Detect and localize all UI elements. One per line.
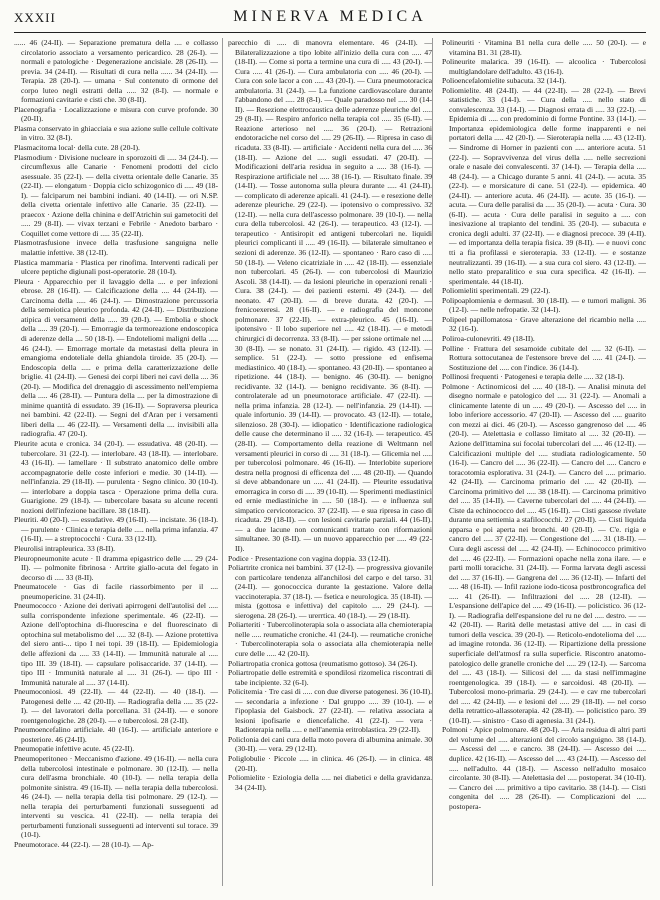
index-entry: Plasma conservato in ghiacciaia e sua azione sulle cellule coltivate in vitro. 32 (8-I).: [14, 123, 218, 143]
index-entry: Policitemia · Tre casi di ..... con due diverse patogenesi. 36 (10-II). — secondaria a infezione · Dal gruppo ..... 39 (10-I). — e l'ipoplasia del Gaisbock. 27 (22-II). — relativa associata a lesioni ipofisarie e diencefaliche. 41 (22-I). — vera · Radioterapia nella ..... e nell'anemia eritroblastica. 29 (22-II).: [228, 687, 432, 735]
page-header: [14, 10, 646, 34]
index-entry: Polineurite malarica. 39 (16-II). — alcoolica · Tubercolosi multiglandolare dell'adulto. 43 (16-I).: [442, 57, 646, 76]
index-entry: Plasmacitoma local· della cute. 28 (20-I).: [14, 143, 140, 153]
index-entry: Poliomieliti sperimentali. 29 (22-I).: [442, 286, 551, 296]
index-entry: Pleurolisi intrapleurica. 33 (8-II).: [14, 543, 116, 553]
index-entry: Pneumoencefalino artificiale. 40 (16-I). — artificiale anteriore e posteriore. 46 (24-II).: [14, 725, 218, 744]
index-entry: Pneumoconiosi. 49 (22-II). — 44 (22-II). — 40 (18-I). — Patogenesi delle .... 42 (20-II). — Radiografia della ..... 35 (22-I). — del lavoratori della porcellana. 31 (24-II). — e sonore roentgenologiche. 28 (20-I). — e tubercolosi. 28 (2-II).: [14, 687, 218, 725]
column-divider: [432, 38, 433, 886]
index-entry: Policlonia dei cani cura della moto povera di albumina animale. 30 (30-II). — vera. 29 (12-II).: [228, 734, 432, 754]
index-entry: Pleura · Apparecchio per il lavaggio della .... e per infezioni ebrose. 28 (16-II). — Calcificazione della .... 44 (24-II). — Carcinoma della ..... 46 (24-I). — Dimostrazione percussoria della semeiotica pleurico profonda. 42 (24-II). — Distribuzione atipica di versamenti della ..... 39 (20-I). — Embolia e shock della ..... 39 (20-I). — Emorragie da termoreazione endoscopica di aderenze della .... 50 (18-I). — Endoteliomi maligni della ..... 46 (24-I). — Emorrage mortale da metastasi della pleura in emangioma endoteliale della ghiandola tiroide. 35 (20-I). — Endoscopia della ..... e prima della caratterizzazione delle briglie. 41 (24-II). — Genesi dei corpi liberi nei cavi della .... 36 (20-I). — Modifica del drenaggio di ascessimento nell'empiema della ..... 46 (28-II). — Puntura della .... per la dimostrazione di minime quantità di essudato. 39 (16-II). — Sopraversa pleurica nei bambini. 42 (22-II). — Segni del d'Aran per i versamenti liberi della .... 46 (22-II). — Versamenti della .... invisibili alla radiografia. 47 (20-I).: [14, 276, 218, 439]
journal-title: MINERVA MEDICA: [233, 8, 427, 25]
index-entry: Poliglobulie · Piccole ..... in clinica. 46 (26-I). — in clinica. 48 (20-II).: [228, 754, 432, 773]
index-entry: Pneumotorace. 44 (22-I). — 28 (10-I). — Ap-: [14, 839, 154, 849]
index-entry: Poliarteriti · Tubercolinoterapia sola o associata alla chemioterapia nelle ..... reumatiche croniche. 41 (24-I). — reumatiche croniche · Tubercolinoterapia sola o associata alla chemioterapia nelle cure delle ..... 42 (20-II).: [228, 620, 432, 658]
index-entry: Plasmodium · Divisione nucleare in sporozoiti di ..... 34 (24-I). — circumflexus alle Canarie · Fenomeni prodotti del ciclo asessuale. 35 (22-I). — della civetta orientale delle Canarie. 35 (22-II). — elongatum · Doppia ciclo schizogonico di ..... 49 (18-I). — falciparum nei bambini indiani. 40 (14-II). — ori N.SP. della civetta orientale infettivo alle Canarie. 35 (22-II). — praecox · Azione della chinina e dell'Atrichin sui gametociti del ..... 29 (8-II). — vivax terzani e Febrile · Anedoto barbaro · Coquillet come vettore di ..... 35 (22-II).: [14, 152, 218, 238]
index-entry: Pneumopatie infettive acute. 45 (22-II).: [14, 744, 135, 754]
index-column-1: [14, 38, 218, 886]
index-entry: Pleuropneumonite acute · Il dramma epigastrico delle ..... 29 (24-II). — polmonite fibrinosa · Artrite giallo-acuta del fegato in decorso di ..... 33 (8-II).: [14, 553, 218, 582]
index-entry: Plasmotrasfusione invece della trasfusione sanguigna nelle malattie infettive. 38 (12-II).: [14, 238, 218, 258]
page-number: XXXII: [14, 10, 56, 25]
index-entry: Polline · Frattura del sesamoide cubitale del ..... 32 (6-II). — Rottura sottocutanea de l'estensore breve del ..... 41 (24-I). — Sostituzione del ..... con l'indice. 36 (14-I).: [442, 343, 646, 372]
index-entry: Polmoni · Apice polmonare. 48 (20-I). — Aria residua di altri parti del volume del ..... alterazioni del circolo sanguigno. 38 (14-I). — Ascessi del ..... e cancro. 38 (24-II). — Ascesso dei ..... duplice. 42 (16-II). — Ascesso del ..... 43 (24-II). — Ascesso del ..... nell'adulto. 44 (18-I). — Ascesso nell'adulto mosaico circolante. 30 (8-II). — Atelettasia del ..... postoperat. 34 (10-II). — Cancro dei ..... primitivo a tipo cavitario. 38 (14-I). — Cisti congenita del ..... 28 (26-II). — Complicazioni del ..... postopera-: [442, 725, 646, 811]
index-entry: Polmone · Actinomicosi del ..... 40 (18-I). — Analisi minuta del disegno normale e patologico del ..... 31 (22-I). — Anomali a clinicamente latente di un ..... 49 (20-I). — Ascesso del ..... in lobo inferiore accessorio. 47 (20-II). — Ascesso del ..... guarito con mezzi ai dici. 46 (20-I). — Ascesso gangrenoso del ..... 46 (20-I). — Atelettasia e collasso limitato al ..... 32 (20-II). — Azione dell'ittamina sui focolai tubercolari del ..... 46 (12-II). — Calcificazioni multiple del ..... studiata radiologicamente. 50 (16-I). — Cancro del ..... 36 (22-II). — Cancro del ..... Cancro e toracotomia esplorativa. 31 (24-I). — Cancro del ..... primario. 42 (24-II). — Carcinoma primario del ..... 42 (20-II). — Carcinoma primitivo del ..... 38 (18-II). — Carcinoma primitivo del ..... 35 (14-II). — Caverne tubercolari del ..... 44 (24-II). — Ciste da echinococco del ..... 45 (16-II). — Cisti gassose rivelate durante una settiemia a stafilococchi. 27 (20-II). — Cisti liquida apparsa e poi aperta nei bronchi. 40 (20-II). — C'e. rigia e cancro del ..... 37 (22-II). — Congestione del ..... 31 (18-II). — Cura degli ascessi del ..... 42 (24-II). — Echinococco primitivo del ..... 46 (22-II). — Formazioni opache nella zona ilare. — e parti molli toraciche. 31 (24-II). — Forma larvata degli ascessi del ..... 37 (16-II). — Gangrena del ..... 36 (12-II). — Infarti del ..... 48 (16-II). — Infil razione iodo-ticosa postbroncografica del ..... 41 (26-II). — Infiltrazioni del ..... 28 (12-II). — L'espansione dell'apice del ..... 49 (16-II). — policistico. 36 (12-I). — Radiografia dell'espansione del ru ne del ..... destro. — — 42 (20-II). — Rarità delle metastasi attive del ..... in casi di tumori della vescica. 39 (20-I). — Reticolo-endotelioma del ..... ad imagine rotonda. 36 (12-II). — Ripartizione della pressione superficiale dell'atmosf ra sulla superficie. Riscontro anatomo-patologico delle granelle croniche del ..... 29 (12-I). — Sarcoma del ..... 43 (18-I). — Silicosi del ..... da stasi nell'immagine roentgenologica. 39 (18-I). — e sarcoidosi. 48 (20-II). — Tubercolosi mono-primaria. 29 (24-I). — e cav rne tubercolari del ..... 42 (24-II). — e lesioni del ..... 29 (18-II). — nel corso della retrattico-allassoterapia. 42 (28-II). — policistico paro. 39 (10-II). — sinistro · Caso di agenesia. 31 (24-I).: [442, 381, 646, 725]
index-entry: Pollinosi frequenti · Patogenesi e terapia delle ..... 32 (18-I).: [442, 372, 625, 382]
index-entry: Polipeel papillomatosa · Grave alterazione del ricambio nella ..... 32 (16-I).: [442, 314, 646, 334]
column-divider: [222, 38, 223, 886]
index-entry: Pneumoperitoneo · Meccanismo d'azione. 49 (16-II). — nella cura della tubercolosi intestinale e polmonare. 30 (12-II). — nella cura dell'asma bronchiale. 40 (10-I). — nella terapia della polmonite sinistra. 49 (16-II). — nella terapia della tubercolosi. 46 (24-I). — nella terapia della tisi polmonare. 29 (12-I). — nella terapia dei perturbamenti funzionali susseguenti ad interventi su vescica. 41 (22-II). — nella terapia dei perturbamenti funzionali susseguenti ad interventi sul torace. 39 (10-I).: [14, 754, 218, 840]
index-entry: Pleurite acuta e cronica. 34 (20-I). — essudativa. 48 (20-II). — tubercolare. 31 (22-I). — interlobare. 43 (18-II). — interlobare. 43 (16-II). — lamellare · Il substrato anatomico delle ombre accompagnatorie delle coste inferiori e medie. 30 (14-II). — nell'infanzia. 29 (18-II). — purulenta · Segno clinico. 30 (10-I). — interlobare a doppia tasca · Operazione prima della cura. Guarigione. 29 (18-I). — tubercolare basata su alcune recenti nozioni dell'infezione bacillare. 38 (18-II).: [14, 438, 218, 515]
index-columns: [14, 38, 646, 886]
index-entry: Polineuriti · Vitamina B1 nella cura delle ..... 50 (20-I). — e vitamina B1. 31 (28-II).: [442, 38, 646, 57]
index-entry: Poliartrite cronica nei bambini. 37 (12-I). — progressiva giovanile con particolare tendenza all'anchilosi del carpo e del tarso. 31 (24-II). — gonococcica durante la gestazione. Valore della vaccinoterapia. 37 (18-I). — fsetica e neurologica. 35 (18-II). — mista (gottosa e infettiva) del capitolo ..... 29 (24-I). — sierogena. 28 (26-I). — urerrtica. 40 (18-I). — 29 (18-II).: [228, 563, 432, 620]
index-entry: Poliroa-culonevriti. 49 (18-II).: [442, 333, 535, 343]
index-entry: Polipoaplomienia e dermasul. 30 (18-II). — e tumori maligni. 36 (12-I). — nelle nefropatie. 32 (14-I).: [442, 295, 646, 315]
index-entry: Polioencefalomielite subacuta. 32 (14-I).: [442, 76, 567, 86]
index-column-3: [442, 38, 646, 886]
index-entry: ...... 46 (24-II). — Separazione prematura della .... e collasso circolatorio associato a versamento pericardico. 28 (26-I). — normali e patologiche · Degenerazione ancisiale. 28 (26-II). — previa. 34 (24-II). — Risultati di cura nella ...... 34 (24-II). — Terapia. 28 (20-I). — umana · Sul contenuto di ormone del corpo luteo negli estratti della ..... 32 (8-I). — normale e formazioni cavitarie e cisti che. 30 (8-II).: [14, 38, 218, 105]
index-entry: Poliomielite · Eziologia della ..... nei diabetici e della gravidanza. 34 (24-II).: [228, 773, 432, 792]
index-entry: Placenografia · Localizzazione e misura con curve profonde. 30 (20-II).: [14, 104, 218, 124]
index-column-2: [228, 38, 432, 886]
index-entry: parecchio di ..... di manovra elementare. 46 (24-II). — Bilateralizzazione a tipo lobite all'inizio della cura con ..... 47 (18-II). — Come si porta a termine una cura di ..... 43 (20-I). — Cura ..... 41 (26-I). — Cura ambulatoria con ..... 46 (20-I). — Cura con sole lacor a con ..... 43 (20-I). — Cura pneumotoracica ambulatoria. 31 (24-I). — La funzione cardiovascolare durante l'abbandono del ..... 28 (8-I). — Quale paradosso nel ..... 30 (14-II). — Resezione elettrocaustica delle aderenze pleuriche del ..... 29 (8-II). — Respiro anforico nella terapia col ..... 35 (6-II). — Reazione arterioso nel ..... 36 (20-I). — Retrazioni endotoraciche nel corso del ..... 29 (26-II). — Ripresa in caso di ricaduta. 33 (8-II). — artificiale · Accidenti nella cura del ..... 36 (18-II). — Azione del ..... sugli essudati. 47 (20-II). — Modificazioni dell'aria residua in seguito a ..... 38 (16-I). — Respirazione artificiale nel ..... 38 (16-I). — Risultato finale. 39 (14-II). — Tosse autonoma sulla pleura durante ..... 41 (24-II). — complicato di aderenze apicali. 41 (24-I). — e resezione delle aderenze pleuriche. 29 (22-I). — ipotensivo o compressivo. 32 (12-II). — nella cura dell'ascesso polmonare. 39 (10-I). — nella cura della tubercolosi. 42 (26-I). — terapeutico. 43 (12-I). — terapeutico · Antisiropit ed antigeni tubercolari ne. liquidi pleurici complicanti il ..... 49 (16-II). — bilaterale simultaneo e sezioni di aderenze. 36 (12-II). — spontaneo · Raro caso di ..... 50 (18-I). — Veleno cicatriziale in ..... 42 (18-II). — essenziale non tubercolari. 45 (26-I). — con tubercolosi di Maurizio Ascoli. 38 (14-II). — da lesioni pleuriche in operazioni renali · Cura. 38 (24-I). — dei pazienti esterni. 49 (24-I). — del neonato. 47 (20-II). — di breve durata. 42 (20-I). — frenicoexeresi. 28 (16-II). — e radiografia del moncone polmonare. 37 (22-II). — extra-pleurico. 45 (16-II). — ipotensivo · Il lobo superiore nel ..... 42 (18-II). — e metodi chirurgici di decorrenza. 33 (8-II). — per ssione ortimale nel ..... 30 (8-II). — se nonato. 31 (24-II). — rigido. 43 (12-II). — semplice. 51 (22-I). — sotto pressione ed enfisema mediastinico. 40 (18-I). — spontaneo. 43 (20-II). — spontaneo a ripetizione. 44 (18-I). — benigno. 46 (30-II). — benigno recidivante. 32 (14-I). — benigno recidivante. 36 (8-II). — controlaterale ad un pneumotorace artificiale. 47 (22-II). — nella prima infanzia. 28 (12-I). — nell'infanzia. 29 (14-II). — quale infortunio. 39 (14-II). — provocato. 43 (12-II). — totale, silenzioso. 28 (30-I). — idiopatico · Identificazione radiologica delle cause che determinano il ..... 32 (16-I). — terapeutico. 45 (28-II). — Comportamento della reazione di Weltmann nel versamenti pleurici in corso di ..... 31 (18-I). — Glicemia nel ..... per tubercolosi polmonare. 46 (16-II). — Interlobite superiore destra nella prognosi di efficenza del ..... 48 (20-II). — Quando si deve abbandonare un ..... 41 (24-II). — Pleurite essudativa emorragica in corso di ..... 39 (10-II). — Sperimenti mediastinici ed ernie mediastiniche in ..... 50 (18-I). — e influenza sul simpatico cervicotoracico. 37 (22-II). — e sua ripresa in caso di ricaduta. 29 (18-II). — con lesioni cavitarie parziali. 44 (16-II). — a due lacune non comunicanti trattato con riformazioni simultanee. 30 (8-II). — un nuovo apparecchio per ..... 49 (22-II).: [228, 38, 432, 553]
index-entry: Pneumatocele · Gas di facile riassorbimento per il .... pneumopericine. 31 (24-II).: [14, 582, 218, 601]
index-entry: Podice · Presentazione con vagina doppia. 33 (12-II).: [228, 553, 391, 563]
index-entry: Poliomielite. 48 (24-II). — 44 (22-II). — 28 (22-I). — Brevi statistiche. 33 (14-I). — Cura della ..... nello stato di convalescenza. 33 (14-I). — Diagnosi errata di ..... 33 (22-I). — Epidemia di ..... con predominio di forme Pontine. 33 (14-I). — Importanza epidemiologica delle forme inapparenti e nei portatori della ..... 42 (20-I). — Sieroterapia nella ..... 43 (12-II). — Sindrome di Horner in pazienti con ..... anteriore acuta. 51 (22-I). — Sopravvivenza del virus della ..... nelle secrezioni orale e nasale dei convalescenti. 37 (14-I). — Terapia della ..... 48 (24-I). — a Chicago durante 5 anni. 41 (24-I). — acuta. 35 (22-I). — e morsicature di cane. 51 (22-I). — epidemica. 40 (24-II). — anteriore acuta. 46 (24-II). — acute. 35 (16-I). — acuta. — Cura delle paralisi da ..... 35 (20-I). — acuta · Cura. 30 (6-II). — acuta · Cura delle paralisi in seguito a ..... con inesivazione al trapianto del tendini. 35 (20-I). — subacuta e cronica degli adulti. 37 (22-II). — e diagnosi precoce. 39 (4-II). — ed importanza della terapia fisica. 39 (8-II). — e nuovi conc tti a fia profilassi e sieroterapia. 33 (12-II). — e sostanze neutralizzanti. 39 (16-II). — a sua cura col siero. 43 (12-II). — nello stato preparalitico e sua cura specifica. 42 (16-II). — sperimentale. 44 (18-II).: [442, 85, 646, 286]
header-rule: [14, 32, 646, 33]
index-entry: Poliartropatia cronica gottosa (reumatismo gottoso). 34 (26-I).: [228, 658, 418, 668]
index-entry: Pneumococco · Azione dei derivati apirrogeni dell'autolisi del ..... sulla corrispondente infezione sperimentale. 46 (22-II). — Azione dell'optochina di-fluorescina e del fluorescinato di optochina sul metabolismo del ..... 32 (8-I). — Azione protettiva del siero anti-... tipo I nei topi. 39 (18-II). — Epidemiologia delle affezioni da ..... 33 (14-II). — Immunità naturale al ..... tipo III. 39 (18-II). — capsulare polisaccaride. 37 (14-II). — tipo III · Immunità naturale al ..... 31 (26-I). — tipo III · Immunità naturale al ..... 37 (14-II).: [14, 601, 218, 687]
index-entry: Plastica mammaria · Plastica per rinofima. Interventi radicali per ulcere peptiche digiunali post-operatorie. 28 (10-I).: [14, 257, 218, 277]
index-entry: Pleuriti. 40 (20-I). — essudative. 49 (16-II). — incistate. 36 (18-I). — purulente · Clinica e terapia delle ..... nella prima infanzia. 47 (16-II). — a streptococchi · Cura. 33 (12-II).: [14, 515, 218, 544]
index-entry: Poliartropatie delle estremità e spondilosi rizomelica riscontrati di tabe incipiente. 32 (6-I).: [228, 668, 432, 687]
